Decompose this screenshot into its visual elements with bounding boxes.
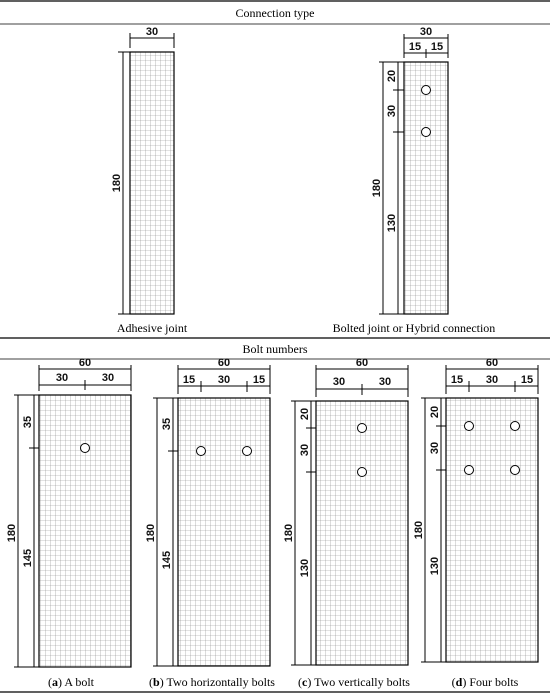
sub-width-label: 15 <box>408 41 422 53</box>
caption-b: (b) Two horizontally bolts <box>149 675 275 689</box>
sub-width-label: 15 <box>430 41 444 53</box>
segment-label: 35 <box>22 415 34 429</box>
sub-width-label: 30 <box>217 374 231 386</box>
width-label: 60 <box>355 357 369 369</box>
sub-width-label: 30 <box>332 376 346 388</box>
segment-label: 30 <box>299 443 311 457</box>
specimen-plate <box>316 401 408 665</box>
sub-width-label: 15 <box>252 374 266 386</box>
height-label: 180 <box>111 173 123 193</box>
caption-d: (d) Four bolts <box>451 675 519 689</box>
bolt-hole <box>465 466 474 475</box>
sub-width-label: 30 <box>378 376 392 388</box>
width-label: 30 <box>419 26 433 38</box>
panel-c-two-vertical-bolts <box>283 357 410 689</box>
specimen-plate <box>446 398 538 662</box>
panel-a-one-bolt <box>6 357 131 689</box>
sub-width-label: 15 <box>450 374 464 386</box>
width-label: 60 <box>485 357 499 369</box>
width-label: 30 <box>145 26 159 38</box>
segment-label: 20 <box>386 69 398 83</box>
section-title-connection-type: Connection type <box>235 6 315 20</box>
panel-d-four-bolts <box>413 357 538 689</box>
sub-width-label: 15 <box>520 374 534 386</box>
width-dimension <box>316 365 408 397</box>
specimen-plate <box>178 398 270 666</box>
caption-c: (c) Two vertically bolts <box>298 675 410 689</box>
bolt-hole <box>81 444 90 453</box>
height-label: 180 <box>283 523 295 543</box>
bolt-hole <box>358 468 367 477</box>
segment-label: 130 <box>299 558 311 578</box>
height-label: 180 <box>371 178 383 198</box>
caption-bolted-joint: Bolted joint or Hybrid connection <box>332 321 496 335</box>
width-label: 60 <box>217 357 231 369</box>
bolt-hole <box>465 422 474 431</box>
sub-width-label: 15 <box>182 374 196 386</box>
caption-adhesive-joint: Adhesive joint <box>116 321 188 335</box>
segment-label: 20 <box>299 407 311 421</box>
segment-label: 145 <box>22 548 34 568</box>
bolt-hole <box>197 447 206 456</box>
specimen-plate <box>404 62 448 314</box>
segment-label: 20 <box>429 405 441 419</box>
bolt-hole <box>422 86 431 95</box>
sub-width-label: 30 <box>101 372 115 384</box>
bolt-hole <box>422 128 431 137</box>
bolt-hole <box>511 466 520 475</box>
bolt-hole <box>511 422 520 431</box>
panel-b-two-horizontal-bolts <box>145 357 275 689</box>
panel-bolted-joint <box>333 26 496 335</box>
specimen-plate <box>130 52 174 314</box>
specimen-plate <box>39 395 131 667</box>
width-label: 60 <box>78 357 92 369</box>
bolt-hole <box>243 447 252 456</box>
height-label: 180 <box>413 520 425 540</box>
panel-adhesive-joint <box>111 26 188 335</box>
segment-label: 130 <box>386 213 398 233</box>
caption-a: (a) A bolt <box>47 675 95 689</box>
segment-label: 30 <box>429 441 441 455</box>
segment-label: 35 <box>161 417 173 431</box>
sub-width-label: 30 <box>485 374 499 386</box>
sub-width-label: 30 <box>55 372 69 384</box>
height-label: 180 <box>145 523 157 543</box>
segment-label: 145 <box>161 550 173 570</box>
segment-label: 130 <box>429 556 441 576</box>
segment-label: 30 <box>386 104 398 118</box>
height-label: 180 <box>6 523 18 543</box>
section-title-bolt-numbers: Bolt numbers <box>242 342 308 356</box>
bolt-hole <box>358 424 367 433</box>
